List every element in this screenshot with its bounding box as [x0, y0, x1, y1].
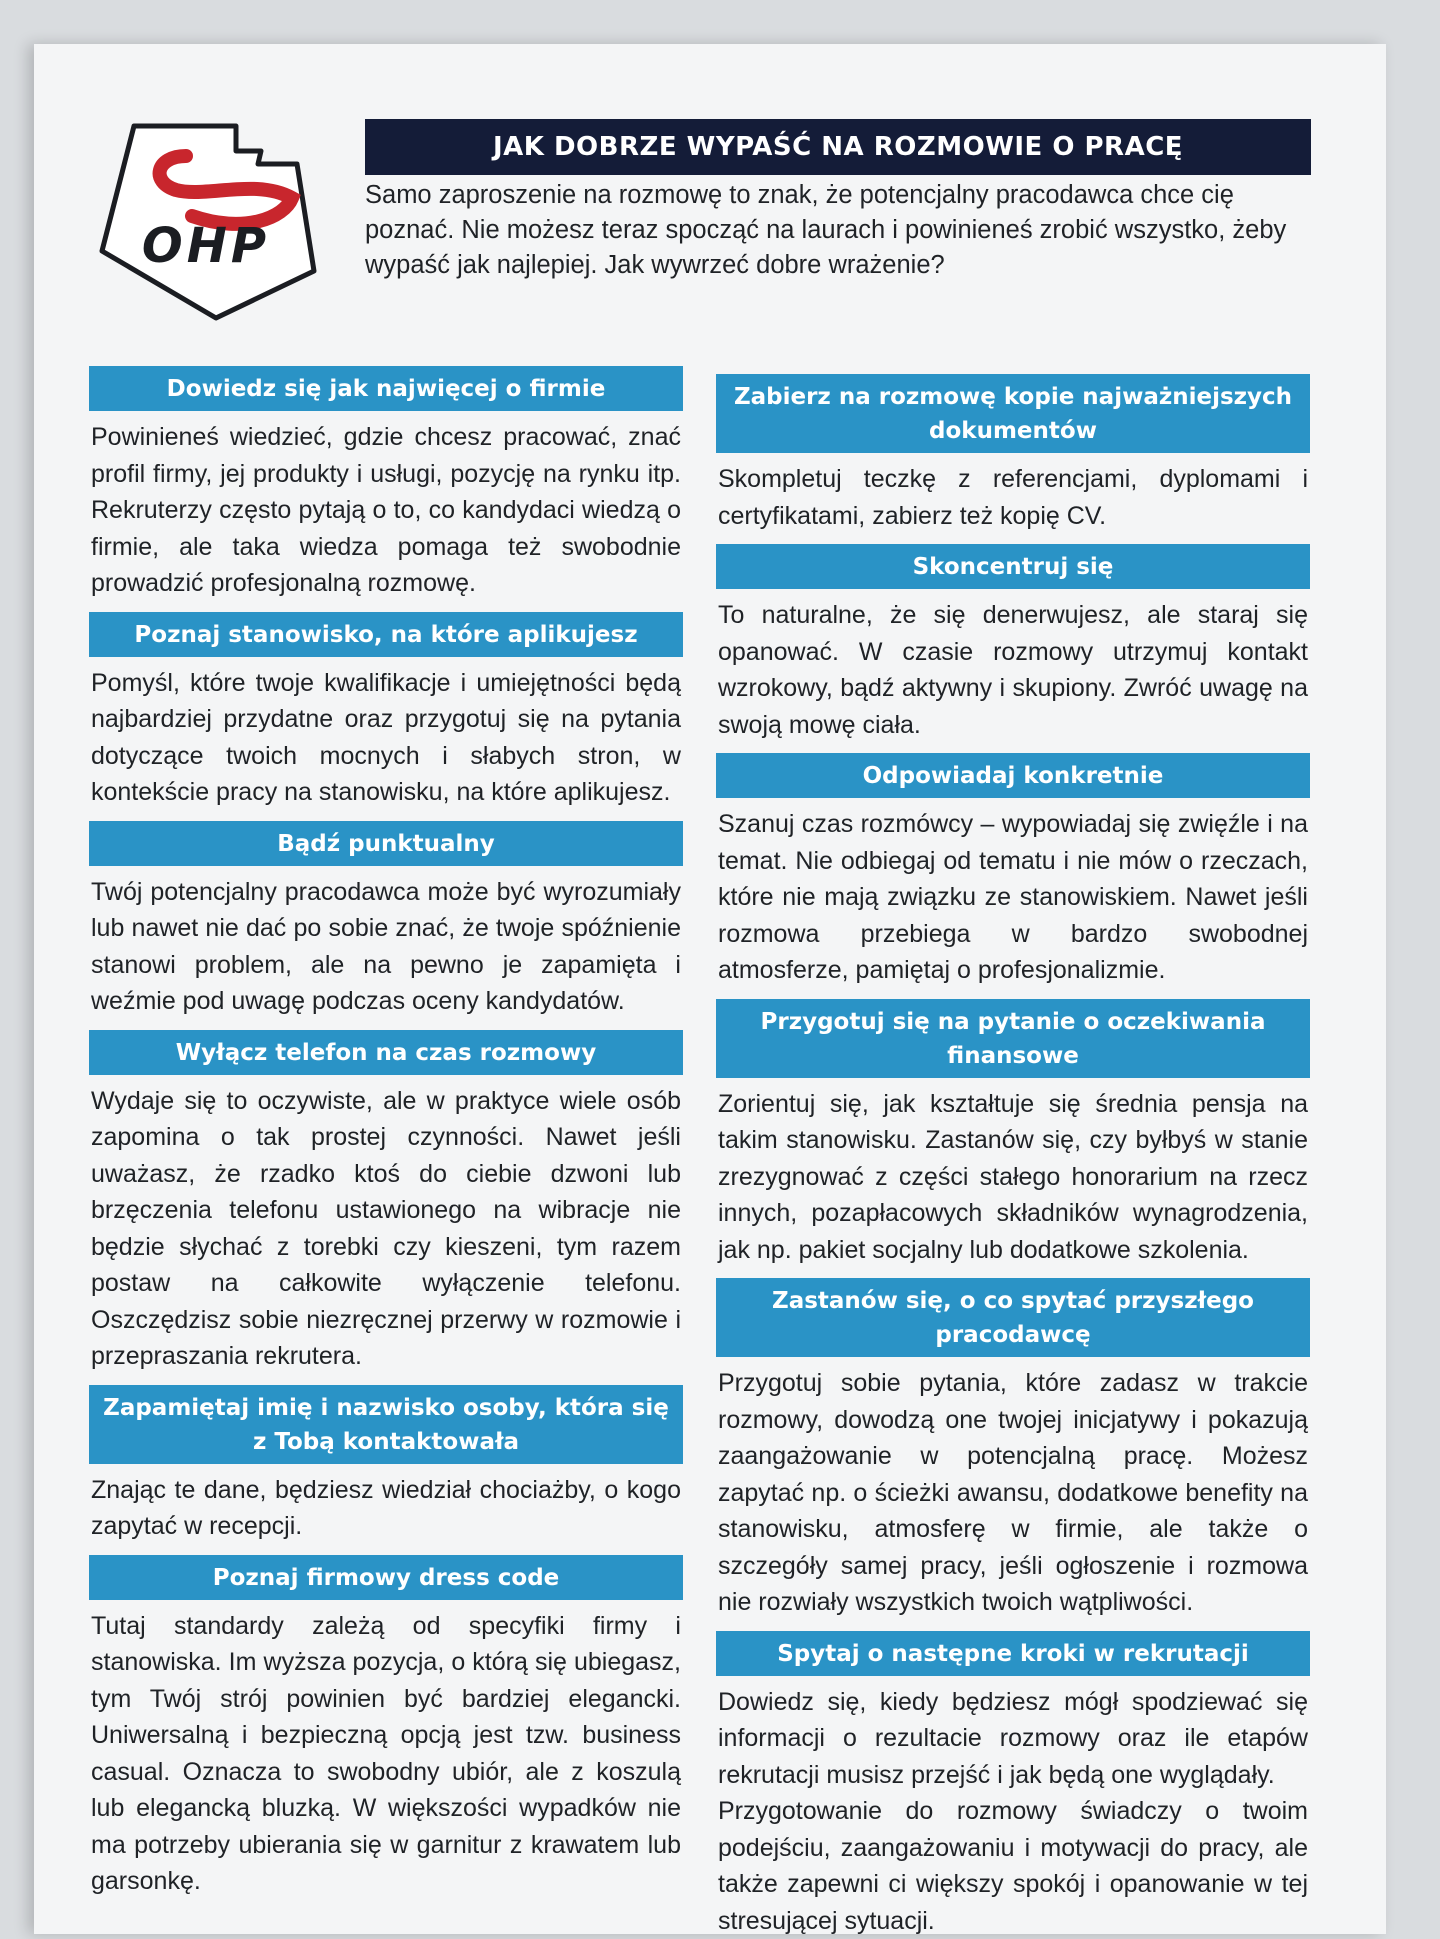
section-text: Twój potencjalny pracodawca może być wyrozumiały lub nawet nie dać po sobie znać, że twoje spóźnienie stanowi problem, ale na pewno je zapamięta i weźmie pod uwagę podczas oceny kandydatów. [89, 874, 683, 1020]
section-text: Szanuj czas rozmówcy – wypowiadaj się zwięźle i na temat. Nie odbiegaj od tematu i nie mów o rzeczach, które nie mają związku ze stanowiskiem. Nawet jeśli rozmowa przebiega w bardzo swobodnej atmosferze, pamiętaj o profesjonalizmie. [716, 806, 1310, 989]
section-phone [89, 1030, 683, 1375]
section-documents [716, 374, 1310, 534]
section-dress-code [89, 1555, 683, 1900]
section-heading: Zapamiętaj imię i nazwisko osoby, która się z Tobą kontaktowała [89, 1385, 683, 1464]
closing-text: Przygotowanie do rozmowy świadczy o twoim podejściu, zaangażowaniu i motywacji do pracy, ale także zapewni ci większy spokój i opanowanie w tej stresującej sytuacji. [716, 1793, 1310, 1939]
section-heading: Poznaj stanowisko, na które aplikujesz [89, 612, 683, 657]
section-salary [716, 999, 1310, 1269]
section-heading: Odpowiadaj konkretnie [716, 753, 1310, 798]
section-punctuality [89, 821, 683, 1020]
section-heading: Bądź punktualny [89, 821, 683, 866]
section-position [89, 612, 683, 811]
section-next-steps [716, 1631, 1310, 1939]
section-text: Tutaj standardy zależą od specyfiki firmy i stanowiska. Im wyższa pozycja, o którą się ubiegasz, tym Twój strój powinien być bardziej elegancki. Uniwersalną i bezpieczną opcją jest tzw. business casual. Oznacza to swobodny ubiór, ale z koszulą lub elegancką bluzką. W większości wypadków nie ma potrzeby ubierania się w garnitur z krawatem lub garsonkę. [89, 1608, 683, 1900]
page-title: JAK DOBRZE WYPAŚĆ NA ROZMOWIE O PRACĘ [365, 119, 1311, 175]
ohp-logo [94, 86, 334, 326]
intro-paragraph: Samo zaproszenie na rozmowę to znak, że potencjalny pracodawca chce cię poznać. Nie możesz teraz spocząć na laurach i powinieneś zrobić wszystko, żeby wypaść jak najlepiej. Jak wywrzeć dobre wrażenie? [365, 178, 1311, 283]
section-heading: Wyłącz telefon na czas rozmowy [89, 1030, 683, 1075]
section-text: To naturalne, że się denerwujesz, ale staraj się opanować. W czasie rozmowy utrzymuj kontakt wzrokowy, bądź aktywny i skupiony. Zwróć uwagę na swoją mowę ciała. [716, 597, 1310, 743]
section-heading: Skoncentruj się [716, 544, 1310, 589]
section-heading: Zastanów się, o co spytać przyszłego pracodawcę [716, 1278, 1310, 1357]
section-text: Pomyśl, które twoje kwalifikacje i umiejętności będą najbardziej przydatne oraz przygotuj się na pytania dotyczące twoich mocnych i słabych stron, w kontekście pracy na stanowisku, na które aplikujesz. [89, 665, 683, 811]
section-text: Powinieneś wiedzieć, gdzie chcesz pracować, znać profil firmy, jej produkty i usługi, pozycję na rynku itp. Rekruterzy często pytają o to, co kandydaci wiedzą o firmie, ale taka wiedza pomaga też swobodnie prowadzić profesjonalną rozmowę. [89, 419, 683, 602]
section-contact-name [89, 1385, 683, 1545]
section-heading: Spytaj o następne kroki w rekrutacji [716, 1631, 1310, 1676]
left-column [89, 366, 683, 1900]
section-heading: Dowiedz się jak najwięcej o firmie [89, 366, 683, 411]
section-text: Dowiedz się, kiedy będziesz mógł spodziewać się informacji o rezultacie rozmowy oraz ile etapów rekrutacji musisz przejść i jak będą one wyglądały. [716, 1684, 1310, 1794]
section-questions [716, 1278, 1310, 1621]
section-text: Zorientuj się, jak kształtuje się średnia pensja na takim stanowisku. Zastanów się, czy byłbyś w stanie zrezygnować z części stałego honorarium na rzecz innych, pozapłacowych składników wynagrodzenia, jak np. pakiet socjalny lub dodatkowe szkolenia. [716, 1086, 1310, 1269]
logo-text: OHP [142, 218, 270, 274]
section-text: Znając te dane, będziesz wiedział chociażby, o kogo zapytać w recepcji. [89, 1472, 683, 1545]
section-focus [716, 544, 1310, 743]
section-text: Skompletuj teczkę z referencjami, dyplomami i certyfikatami, zabierz też kopię CV. [716, 461, 1310, 534]
section-heading: Poznaj firmowy dress code [89, 1555, 683, 1600]
section-text: Przygotuj sobie pytania, które zadasz w trakcie rozmowy, dowodzą one twojej inicjatywy i pokazują zaangażowanie w potencjalną pracę. Możesz zapytać np. o ścieżki awansu, dodatkowe benefity na stanowisku, atmosferę w firmie, ale także o szczegóły samej pracy, jeśli ogłoszenie i rozmowa nie rozwiały wszystkich twoich wątpliwości. [716, 1365, 1310, 1621]
section-heading: Zabierz na rozmowę kopie najważniejszych dokumentów [716, 374, 1310, 453]
section-text: Wydaje się to oczywiste, ale w praktyce wiele osób zapomina o tak prostej czynności. Nawet jeśli uważasz, że rzadko ktoś do ciebie dzwoni lub brzęczenia telefonu ustawionego na wibracje nie będzie słychać z torebki czy kieszeni, tym razem postaw na całkowite wyłączenie telefonu. Oszczędzisz sobie niezręcznej przerwy w rozmowie i przepraszania rekrutera. [89, 1083, 683, 1375]
flyer-sheet [34, 44, 1386, 1934]
section-company-research [89, 366, 683, 602]
section-heading: Przygotuj się na pytanie o oczekiwania finansowe [716, 999, 1310, 1078]
right-column [716, 374, 1310, 1939]
section-concise [716, 753, 1310, 989]
